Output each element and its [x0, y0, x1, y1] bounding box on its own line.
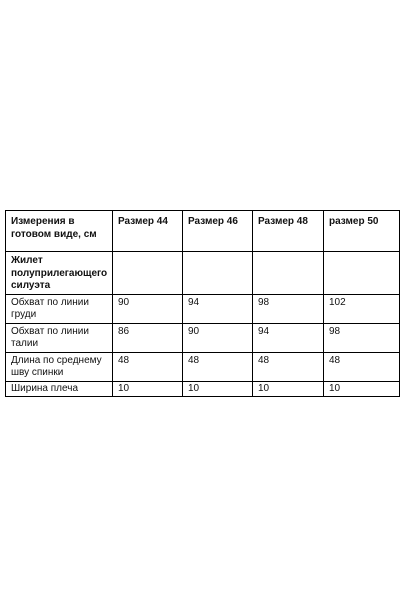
table-cell: 90 [113, 294, 183, 323]
table-cell: 90 [183, 323, 253, 352]
table-cell: 10 [324, 381, 400, 397]
garment-label: Жилет полуприлегающего силуэта [6, 252, 113, 295]
table-cell: 102 [324, 294, 400, 323]
table-row-back-length [6, 352, 400, 381]
measurements-header: Измерения в готовом виде, см [6, 211, 113, 252]
empty-cell [324, 252, 400, 295]
size-44-header: Размер 44 [113, 211, 183, 252]
size-46-header: Размер 46 [183, 211, 253, 252]
table-cell: 10 [253, 381, 324, 397]
row-label: Ширина плеча [6, 381, 113, 397]
table-cell: 10 [183, 381, 253, 397]
row-label: Обхват по линии груди [6, 294, 113, 323]
row-label: Длина по среднему шву спинки [6, 352, 113, 381]
table-cell: 48 [113, 352, 183, 381]
table-cell: 48 [183, 352, 253, 381]
row-label: Обхват по линии талии [6, 323, 113, 352]
table-cell: 94 [183, 294, 253, 323]
table-row-chest [6, 294, 400, 323]
table-cell: 48 [253, 352, 324, 381]
table-cell: 98 [253, 294, 324, 323]
table-header-row [6, 211, 400, 252]
size-50-header: размер 50 [324, 211, 400, 252]
size-chart-table [5, 210, 400, 397]
table-row-shoulder [6, 381, 400, 397]
table-cell: 94 [253, 323, 324, 352]
table-cell: 86 [113, 323, 183, 352]
garment-row [6, 252, 400, 295]
table-row-waist [6, 323, 400, 352]
size-48-header: Размер 48 [253, 211, 324, 252]
table-cell: 98 [324, 323, 400, 352]
empty-cell [253, 252, 324, 295]
empty-cell [183, 252, 253, 295]
table-cell: 10 [113, 381, 183, 397]
empty-cell [113, 252, 183, 295]
table-cell: 48 [324, 352, 400, 381]
